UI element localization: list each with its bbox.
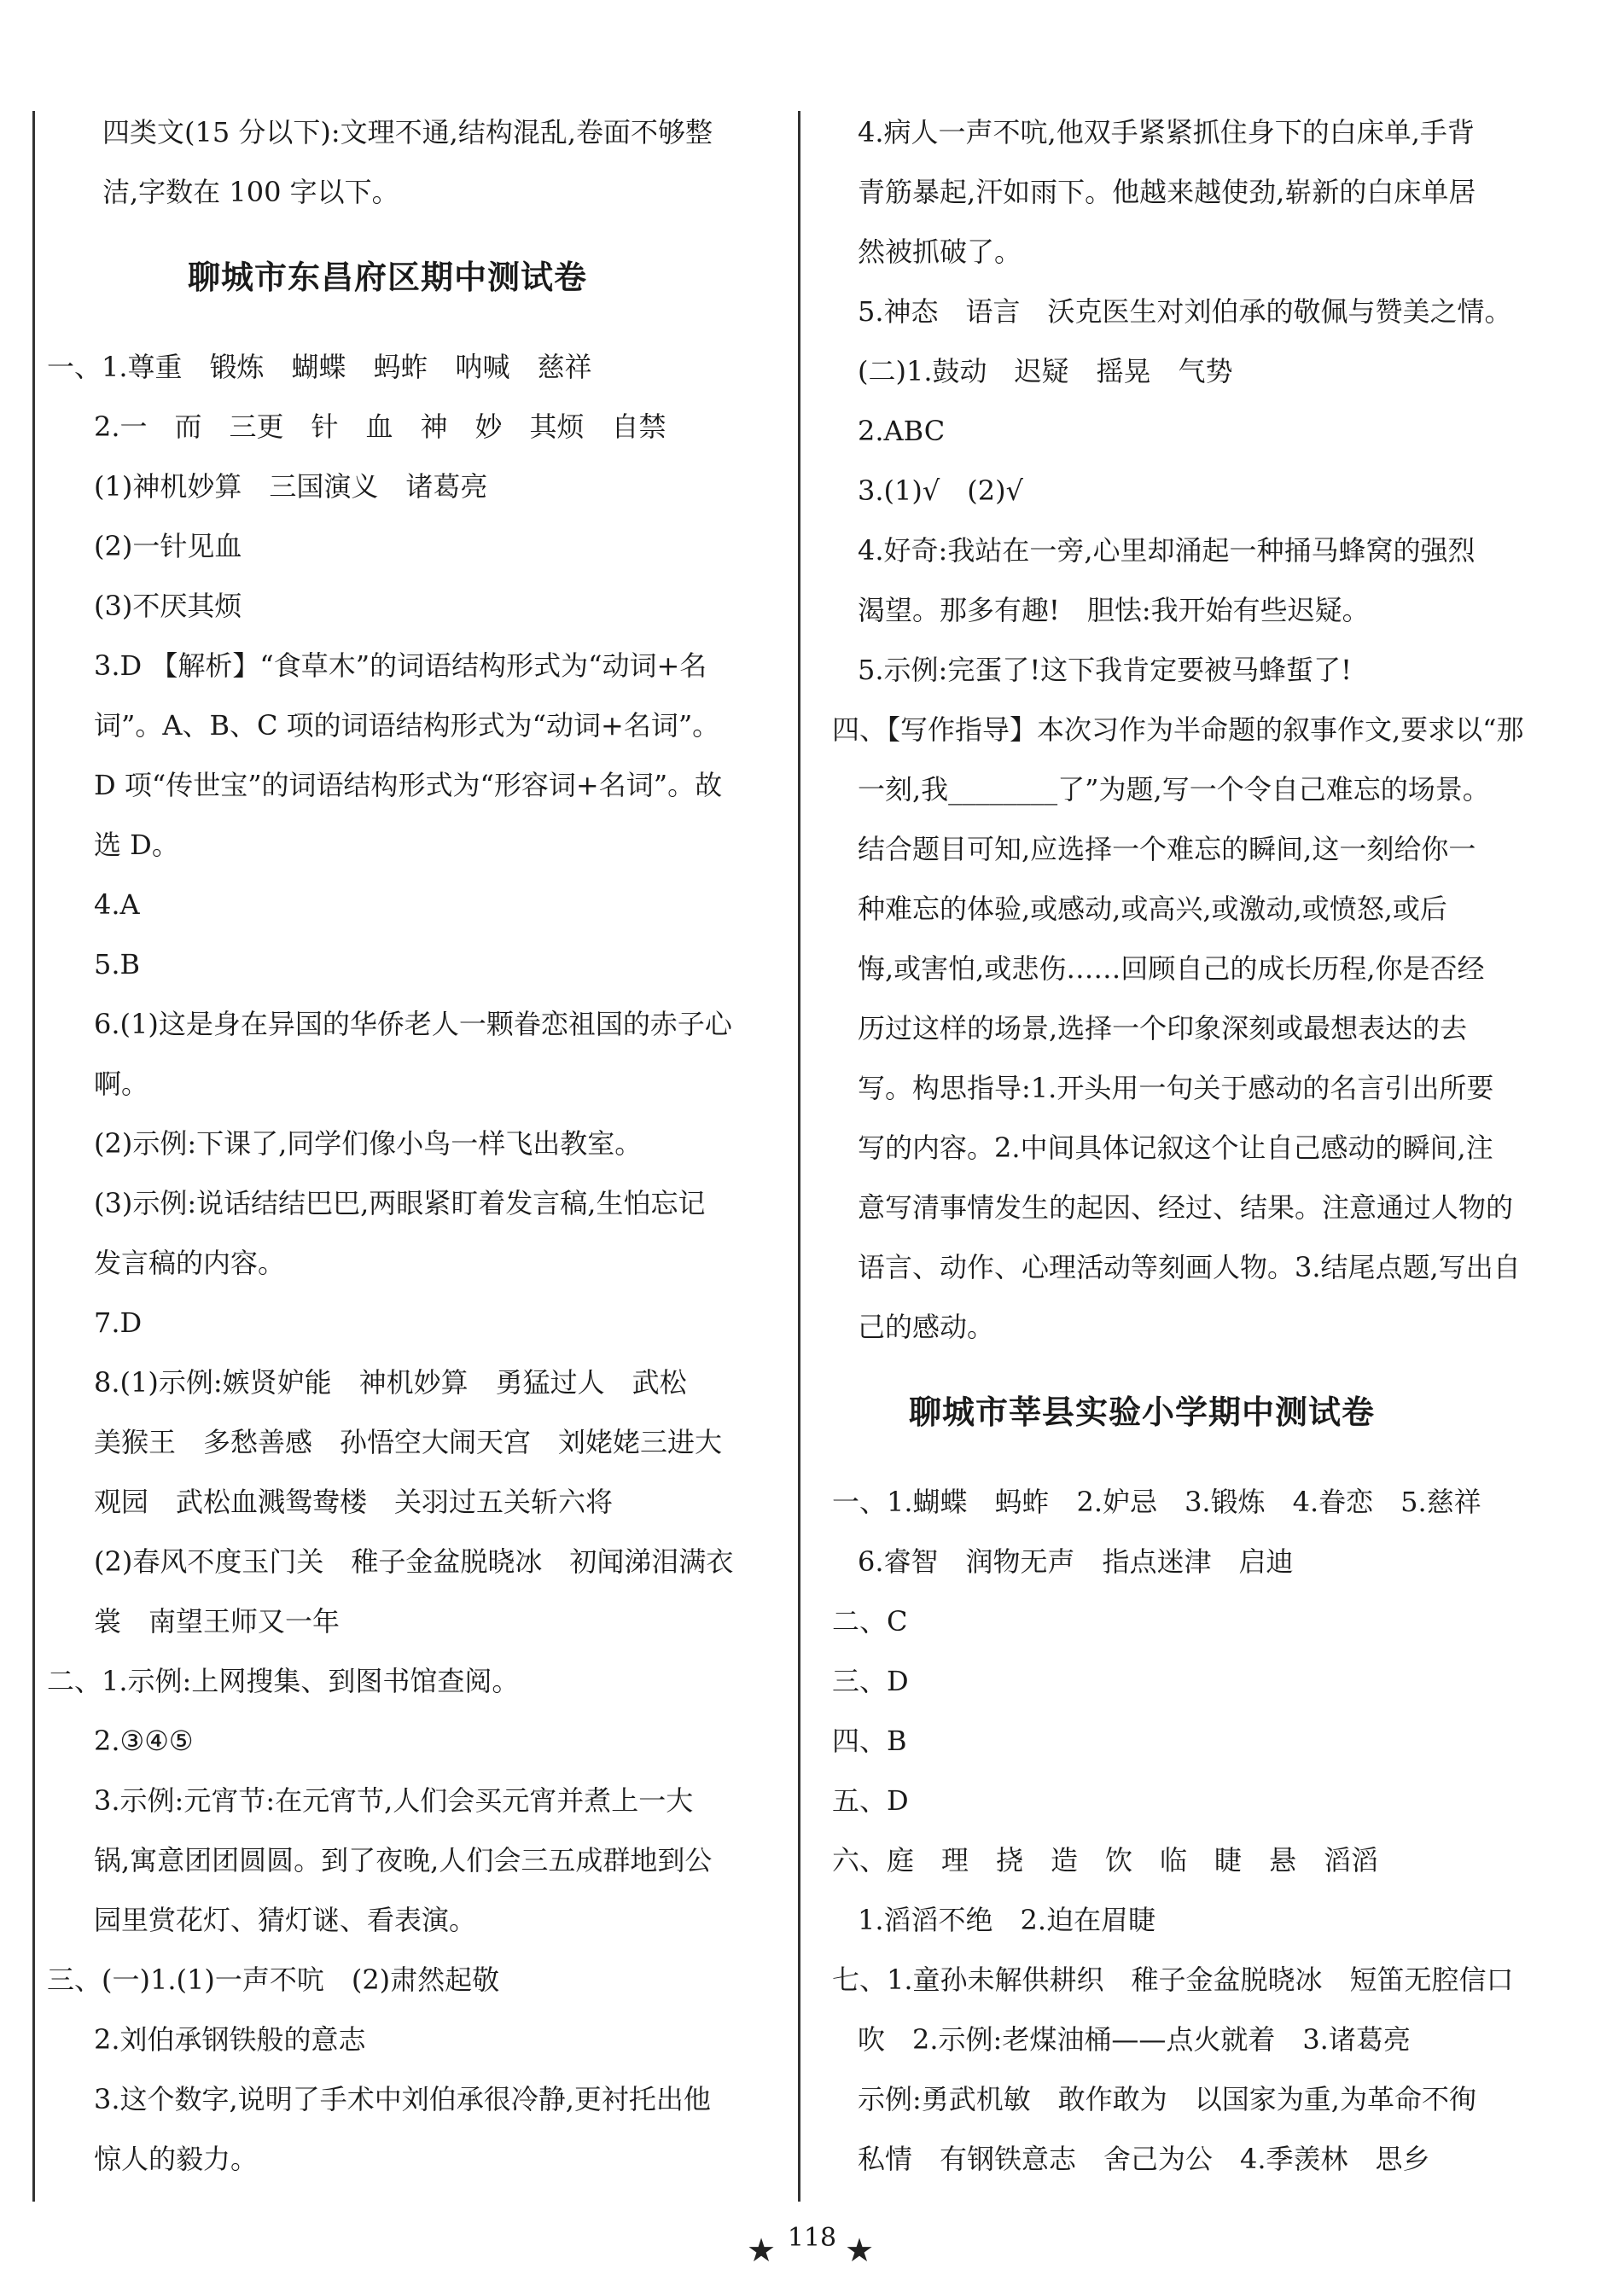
left-text-line: (2)一针见血 (94, 530, 242, 562)
left-text-line: 锅,寓意团团圆圆。到了夜晚,人们会三五成群地到公 (94, 1844, 713, 1876)
left-text-line: 裳 南望王师又一年 (94, 1605, 341, 1638)
left-text-line: 2.一 而 三更 针 血 神 妙 其烦 自禁 (94, 410, 666, 443)
left-text-line: 3.D 【解析】“食草木”的词语结构形式为“动词+名 (94, 649, 707, 682)
right-text-line: 私情 有钢铁意志 舍己为公 4.季羡林 思乡 (858, 2143, 1430, 2175)
right-text-line: 一刻,我________了”为题,写一个令自己难忘的场景。 (858, 773, 1490, 806)
left-margin-rule (32, 111, 35, 2202)
left-text-line: (3)不厌其烦 (94, 590, 242, 622)
left-text-line: 园里赏花灯、猜灯谜、看表演。 (94, 1904, 477, 1936)
right-text-line: 4.病人一声不吭,他双手紧紧抓住身下的白床单,手背 (858, 116, 1475, 148)
page-footer (0, 2223, 1624, 2269)
right-text-line: 然被抓破了。 (858, 236, 1022, 268)
right-text-line: 6.睿智 润物无声 指点迷津 启迪 (858, 1545, 1294, 1578)
left-text-line: 洁,字数在 100 字以下。 (102, 176, 399, 208)
left-text-line: 一、1.尊重 锻炼 蝴蝶 蚂蚱 呐喊 慈祥 (47, 351, 592, 383)
left-text-line: 2.刘伯承钢铁般的意志 (94, 2023, 366, 2056)
right-text-line: 结合题目可知,应选择一个难忘的瞬间,这一刻给你一 (858, 833, 1476, 865)
left-text-line: 三、(一)1.(1)一声不吭 (2)肃然起敬 (47, 1964, 500, 1996)
right-text-line: 示例:勇武机敏 敢作敢为 以国家为重,为革命不徇 (858, 2083, 1476, 2115)
left-text-line: D 项“传世宝”的词语结构形式为“形容词+名词”。故 (94, 769, 723, 801)
left-text-line: 8.(1)示例:嫉贤妒能 神机妙算 勇猛过人 武松 (94, 1366, 687, 1399)
left-text-line: 选 D。 (94, 829, 179, 861)
column-divider (798, 111, 800, 2202)
left-text-line: 2.③④⑤ (94, 1725, 194, 1757)
right-text-line: 七、1.童孙未解供耕织 稚子金盆脱晓冰 短笛无腔信口 (832, 1964, 1514, 1996)
left-text-line: 7.D (94, 1306, 143, 1339)
right-text-line: 三、D (832, 1665, 909, 1697)
left-text-line: 3.这个数字,说明了手术中刘伯承很冷静,更衬托出他 (94, 2083, 711, 2115)
right-text-line: 己的感动。 (858, 1311, 995, 1343)
right-text-line: 写。构思指导:1.开头用一句关于感动的名言引出所要 (858, 1072, 1494, 1104)
right-text-line: 2.ABC (858, 415, 946, 447)
right-text-line: 4.好奇:我站在一旁,心里却涌起一种捅马蜂窝的强烈 (858, 534, 1476, 567)
left-text-line: 词”。A、B、C 项的词语结构形式为“动词+名词”。 (94, 709, 720, 742)
left-text-line: 美猴王 多愁善感 孙悟空大闹天宫 刘姥姥三进大 (94, 1426, 723, 1458)
right-section-title: 聊城市莘县实验小学期中测试卷 (909, 1393, 1376, 1431)
left-text-line: 发言稿的内容。 (94, 1247, 286, 1279)
right-text-line: 五、D (832, 1784, 909, 1817)
left-text-line: 4.A (94, 888, 140, 921)
left-text-line: 6.(1)这是身在异国的华侨老人一颗眷恋祖国的赤子心 (94, 1008, 732, 1040)
right-text-line: 5.神态 语言 沃克医生对刘伯承的敬佩与赞美之情。 (858, 295, 1512, 328)
right-text-line: 语言、动作、心理活动等刻画人物。3.结尾点题,写出自 (858, 1251, 1521, 1283)
page-number: 118 (787, 2223, 837, 2253)
right-text-line: 历过这样的场景,选择一个印象深刻或最想表达的去 (858, 1012, 1468, 1044)
right-text-line: 四、【写作指导】本次习作为半命题的叙事作文,要求以“那 (832, 713, 1524, 746)
right-text-line: 青筋暴起,汗如雨下。他越来越使劲,崭新的白床单居 (858, 176, 1476, 208)
right-text-line: 吹 2.示例:老煤油桶——点火就着 3.诸葛亮 (858, 2023, 1411, 2056)
left-section-title: 聊城市东昌府区期中测试卷 (188, 259, 588, 296)
right-text-line: 意写清事情发生的起因、经过、结果。注意通过人物的 (858, 1191, 1514, 1224)
left-text-line: 5.B (94, 948, 141, 980)
right-text-line: 四、B (832, 1725, 907, 1757)
right-text-line: 六、庭 理 挠 造 饮 临 睫 悬 滔滔 (832, 1844, 1379, 1876)
right-text-line: 5.示例:完蛋了!这下我肯定要被马蜂蜇了! (858, 654, 1353, 686)
right-text-line: 种难忘的体验,或感动,或高兴,或激动,或愤怒,或后 (858, 893, 1447, 925)
left-text-line: 四类文(15 分以下):文理不通,结构混乱,卷面不够整 (102, 116, 713, 148)
right-text-line: 渴望。那多有趣! 胆怯:我开始有些迟疑。 (858, 594, 1370, 626)
left-text-line: 二、1.示例:上网搜集、到图书馆查阅。 (47, 1665, 520, 1697)
star-icon-right: ★ (845, 2231, 875, 2269)
left-text-line: 惊人的毅力。 (94, 2143, 259, 2175)
left-text-line: (2)示例:下课了,同学们像小鸟一样飞出教室。 (94, 1127, 643, 1160)
left-text-line: (1)神机妙算 三国演义 诸葛亮 (94, 470, 488, 503)
right-text-line: 一、1.蝴蝶 蚂蚱 2.妒忌 3.锻炼 4.眷恋 5.慈祥 (832, 1486, 1481, 1518)
right-text-line: 3.(1)√ (2)√ (858, 474, 1023, 507)
right-text-line: 二、C (832, 1605, 908, 1638)
left-text-line: (2)春风不度玉门关 稚子金盆脱晓冰 初闻涕泪满衣 (94, 1545, 734, 1578)
right-text-line: 写的内容。2.中间具体记叙这个让自己感动的瞬间,注 (858, 1132, 1493, 1164)
right-text-line: 1.滔滔不绝 2.迫在眉睫 (858, 1904, 1156, 1936)
right-text-line: (二)1.鼓动 迟疑 摇晃 气势 (858, 355, 1233, 387)
left-text-line: 3.示例:元宵节:在元宵节,人们会买元宵并煮上一大 (94, 1784, 694, 1817)
star-icon-left: ★ (747, 2231, 777, 2269)
right-text-line: 悔,或害怕,或悲伤……回顾自己的成长历程,你是否经 (858, 952, 1485, 985)
left-text-line: 观园 武松血溅鸳鸯楼 关羽过五关斩六将 (94, 1486, 614, 1518)
left-text-line: (3)示例:说话结结巴巴,两眼紧盯着发言稿,生怕忘记 (94, 1187, 706, 1219)
left-text-line: 啊。 (94, 1068, 149, 1100)
